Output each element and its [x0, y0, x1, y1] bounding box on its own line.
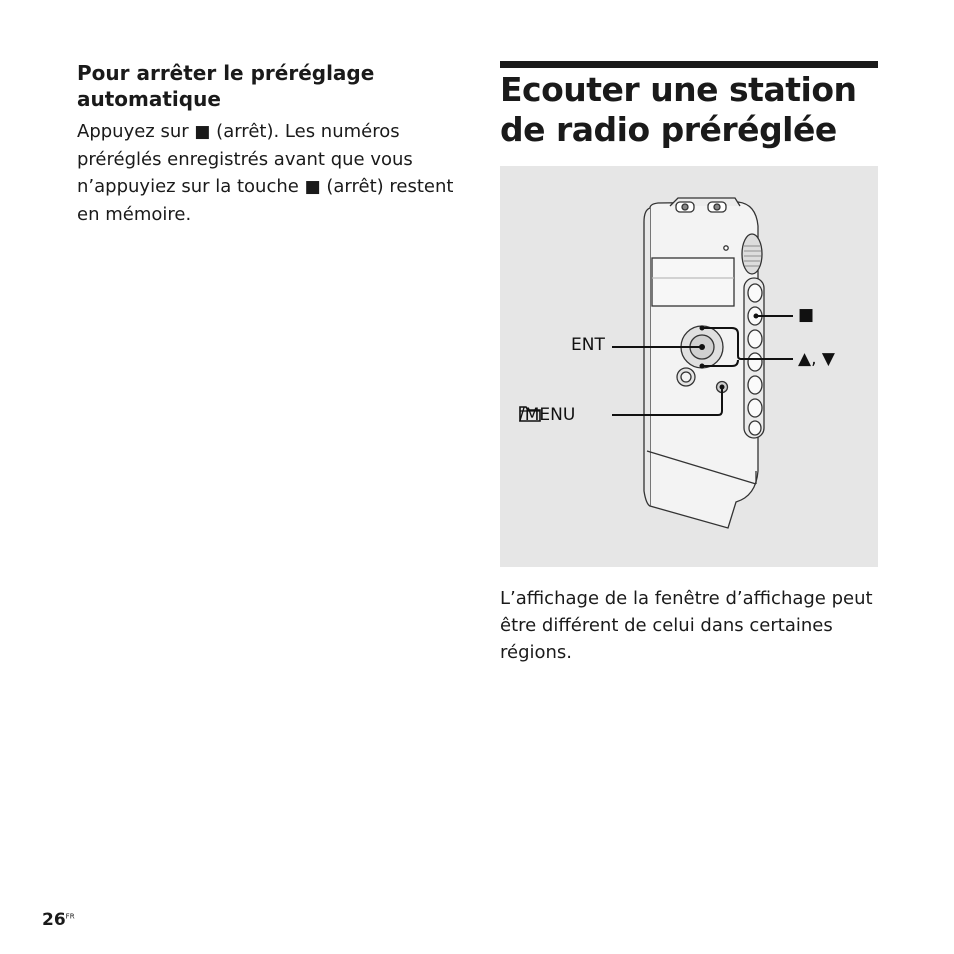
- stop-icon: ■: [194, 122, 211, 142]
- instruction-part-3: (arrêt) restent en mémoire.: [77, 176, 454, 225]
- page-number: [42, 910, 75, 930]
- instruction-part-2: (arrêt). Les numéros préréglés enregistrés avant que vous n’appuyiez sur la touche: [77, 121, 413, 197]
- up-down-label: ▲, ▼: [798, 349, 835, 369]
- ent-label: ENT: [571, 335, 605, 355]
- page-title: Ecouter une station de radio préréglée: [500, 70, 857, 149]
- language-code: FR: [65, 912, 75, 921]
- folder-icon: [519, 405, 541, 422]
- menu-label-text: /MENU: [519, 405, 576, 425]
- device-illustration: [500, 166, 878, 567]
- title-rule: [500, 61, 878, 68]
- menu-label: [519, 405, 575, 425]
- instruction-text: [77, 118, 467, 228]
- section-heading: Pour arrêter le préréglage automatique: [77, 61, 375, 111]
- instruction-part-1: Appuyez sur: [77, 121, 195, 142]
- page-number-value: 26: [42, 910, 66, 930]
- stop-label: ■: [798, 305, 815, 325]
- display-note: L’affichage de la fenêtre d’affichage peut être différent de celui dans certaines régions.: [500, 588, 873, 663]
- stop-icon: ■: [304, 177, 321, 197]
